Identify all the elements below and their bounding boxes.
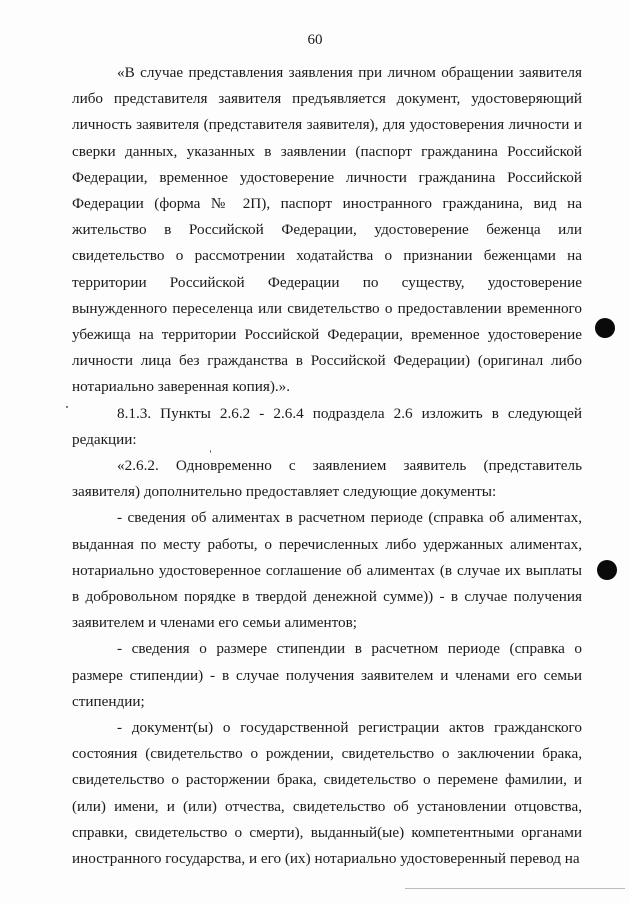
page-number: 60 <box>307 32 323 48</box>
scan-edge-line <box>405 888 625 889</box>
scan-speck <box>66 406 68 408</box>
paragraph-alimony-info: - сведения об алиментах в расчетном периоде (справка об алиментах, выданная по месту работы, о перечисленных либо удержанных алиментах, нотариально удостоверенное соглашение об алиментах (в случае их выплаты в добровольном порядке в твердой денежной сумме)) - в случае получения заявителем и членами его семьи алиментов; <box>72 509 582 632</box>
paragraph-identity-documents: «В случае представления заявления при личном обращении заявителя либо представителя заявителя предъявляется документ, удостоверяющий личность заявителя (представителя заявителя), для удостоверения личности и сверки данных, указанных в заявлении (паспорт гражданина Российской Федерации, временное удостоверение личности гражданина Российской Федерации (форма № 2П), паспорт иностранного гражданина, вид на жительство в Российской Федерации, удостоверение беженца или свидетельство о рассмотрении ходатайства о признании беженцами на территории Российской Федерации по существу, удостоверение вынужденного переселенца или свидетельство о предоставлении временного убежища на территории Российской Федерации, временное удостоверение личности лица без гражданства в Российской Федерации) (оригинал либо нотариально заверенная копия).». <box>72 64 582 396</box>
scan-speck <box>210 450 211 453</box>
document-body <box>72 60 582 872</box>
paragraph-stipend-info: - сведения о размере стипендии в расчетном периоде (справка о размере стипендии) - в случае получения заявителем и членами его семьи стипендии; <box>72 640 582 710</box>
paragraph-civil-registration: - документ(ы) о государственной регистрации актов гражданского состояния (свидетельство о рождении, свидетельство о заключении брака, свидетельство о расторжении брака, свидетельство о перемене фамилии, и (или) имени, и (или) отчества, свидетельство об установлении отцовства, справки, свидетельство о смерти), выданный(ые) компетентными органами иностранного государства, и его (их) нотариально удостоверенный перевод на <box>72 719 582 868</box>
punch-hole-mark <box>595 318 615 338</box>
punch-hole-mark <box>597 560 617 580</box>
paragraph-item-8-1-3: 8.1.3. Пункты 2.6.2 - 2.6.4 подраздела 2.6 изложить в следующей редакции: <box>72 404 582 448</box>
paragraph-item-2-6-2: «2.6.2. Одновременно с заявлением заявитель (представитель заявителя) дополнительно предоставляет следующие документы: <box>72 457 582 501</box>
